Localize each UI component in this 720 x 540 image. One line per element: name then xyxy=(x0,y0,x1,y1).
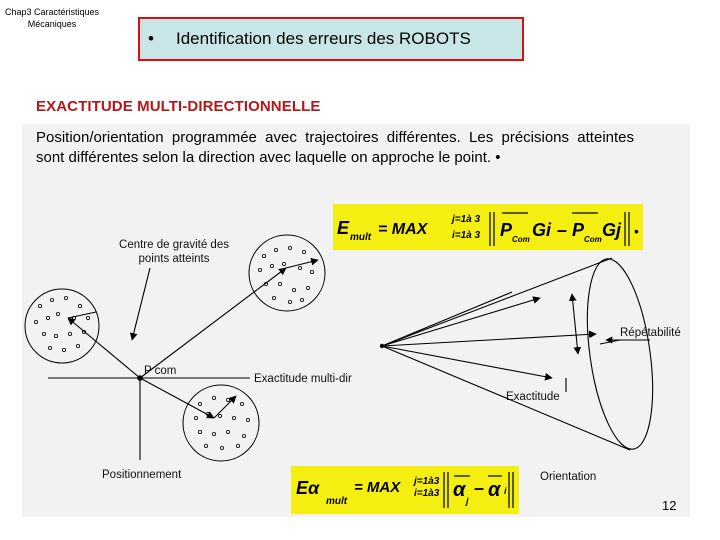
formula-alpha-term-b: α xyxy=(488,479,501,501)
formula-mult xyxy=(337,212,639,246)
label-exactitude: Exactitude xyxy=(506,391,560,403)
formula-mult-trail: • xyxy=(634,223,639,239)
formula-mult-term-a-tail: Gi xyxy=(532,220,552,240)
section-heading: EXACTITUDE MULTI-DIRECTIONNELLE xyxy=(36,98,321,115)
formula-mult-minus: – xyxy=(557,220,568,240)
point-cloud-left xyxy=(25,289,99,363)
chapter-label: Chap3 Caractéristiques Mécaniques xyxy=(4,7,100,29)
formula-mult-range-i: i=1à 3 xyxy=(452,230,481,241)
section-paragraph: Position/orientation programmée avec trajectoires différentes. Les précisions atteintes sont différentes selon la direction avec laquelle on approche le point. • xyxy=(36,129,634,166)
formula-mult-term-a-sub: Com xyxy=(512,235,530,244)
formula-alpha-term-b-sub: i xyxy=(504,486,507,496)
formula-alpha-term-a: α xyxy=(453,479,466,501)
formula-mult-term-b-tail: Gj xyxy=(602,220,622,240)
formula-alpha xyxy=(296,472,513,508)
formula-alpha-minus: – xyxy=(474,478,485,498)
label-repetabilite: Répétabilité xyxy=(620,327,681,339)
label-centre-gravite: Centre de gravité des points atteints xyxy=(119,239,229,265)
pcom-vectors xyxy=(48,260,318,460)
formula-alpha-eq: = MAX xyxy=(354,479,401,496)
formula-mult-lhs: E xyxy=(337,218,350,238)
label-pcom: P com xyxy=(144,365,177,377)
point-cloud-bottom xyxy=(183,385,259,461)
label-exactitude-multi-dir: Exactitude multi-dir xyxy=(254,373,352,385)
slide-title: Identification des erreurs des ROBOTS xyxy=(176,29,471,48)
formula-mult-term-b-sub: Com xyxy=(584,235,602,244)
pcom-point xyxy=(137,375,143,381)
formula-alpha-lhs-sub: mult xyxy=(326,496,348,507)
formula-alpha-term-a-sub: j xyxy=(466,496,469,506)
label-orientation: Orientation xyxy=(540,471,597,483)
formula-alpha-range-j: j=1à3 xyxy=(414,476,440,487)
orientation-cone xyxy=(382,255,663,453)
formula-mult-term-a: P xyxy=(500,220,513,240)
title-bullet: • xyxy=(148,29,154,48)
formula-mult-term-b: P xyxy=(572,220,585,240)
formula-mult-lhs-sub: mult xyxy=(350,232,372,243)
page-number: 12 xyxy=(662,498,677,513)
formula-mult-eq: = MAX xyxy=(378,221,428,238)
formula-alpha-range-i: i=1à3 xyxy=(414,488,440,499)
formula-alpha-lhs: Eα xyxy=(296,478,320,498)
point-cloud-top xyxy=(249,235,325,311)
formula-mult-range-j: j=1à 3 xyxy=(452,214,481,225)
label-positionnement: Positionnement xyxy=(102,469,182,481)
